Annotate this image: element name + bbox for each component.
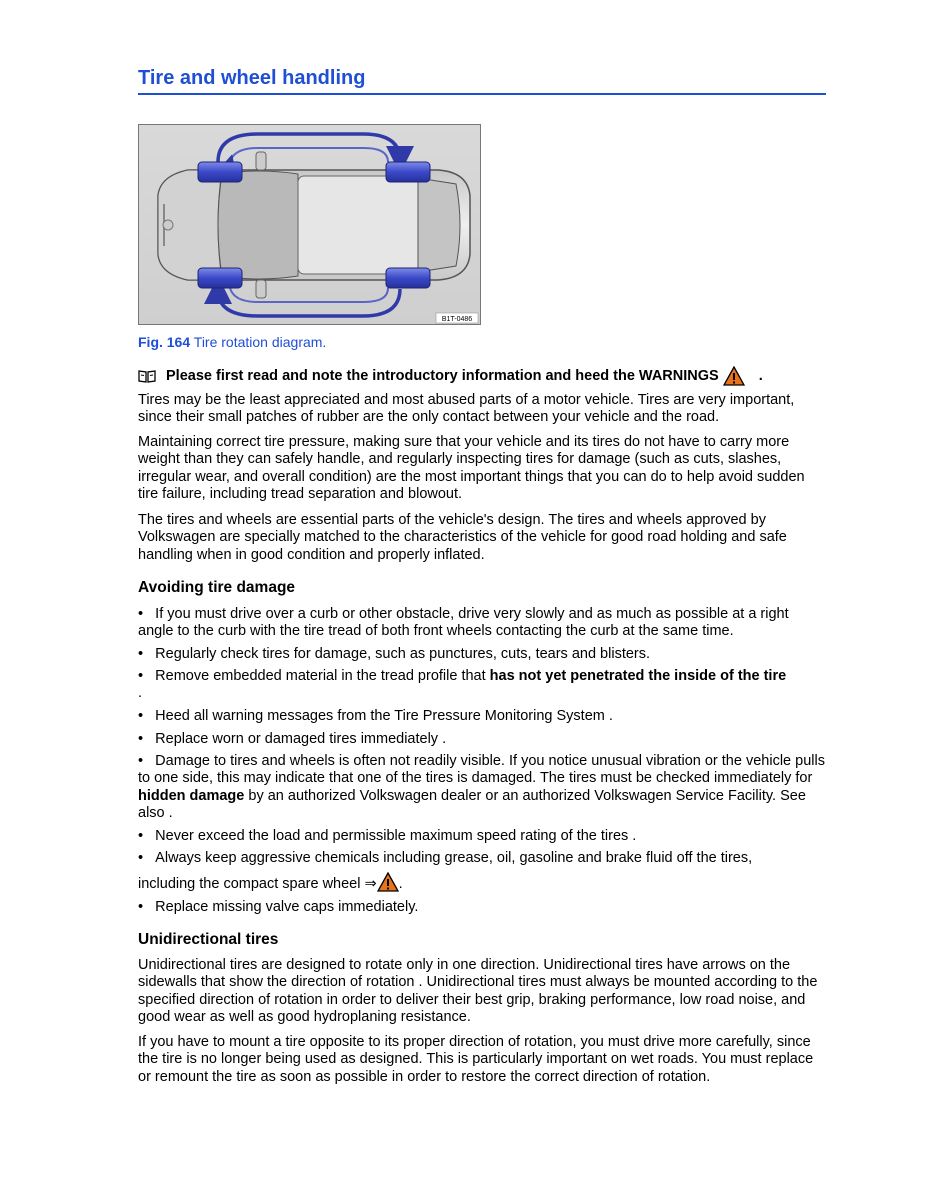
bullet-text: Replace missing valve caps immediately. (155, 899, 419, 915)
paragraph-1 (138, 392, 828, 427)
bullet-text: Replace worn or damaged tires immediately . (155, 731, 447, 747)
bullet-8 (138, 850, 828, 867)
bullet-dot: • (138, 899, 144, 915)
paragraph-unidirectional-1 (138, 957, 828, 1027)
bullet-text-end: by an authorized Volkswagen dealer or an authorized Volkswagen Service Facility. See also . (138, 787, 806, 822)
bullet-text: Always keep aggressive chemicals including grease, oil, gasoline and brake fluid off the tires, (155, 850, 753, 866)
bullet-3 (138, 668, 828, 703)
bullet-dot: • (138, 668, 144, 684)
bullet-1 (138, 606, 828, 641)
bullet-bold-text: hidden damage (138, 787, 245, 804)
bullet-4 (138, 708, 828, 725)
intro-text: Please first read and note the introductory information and heed the WARNINGS (166, 368, 719, 384)
bullet-text: including the compact spare wheel ⇒ (138, 876, 377, 892)
tire-rear-right (386, 268, 430, 288)
figure-caption (138, 334, 326, 350)
intro-suffix: . (758, 368, 763, 384)
bullet-6 (138, 753, 828, 823)
bullet-dot: • (138, 850, 144, 866)
paragraph-text: The tires and wheels are essential parts of the vehicle's design. The tires and wheels approved by Volkswagen are specially matched to the characteristics of the vehicle for good road holding and safe handling when in good condition and properly inflated. (138, 512, 787, 563)
paragraph-2 (138, 434, 828, 504)
warning-icon[interactable] (377, 872, 399, 892)
warning-icon[interactable] (723, 366, 745, 386)
page-title: Tire and wheel handling (138, 67, 826, 95)
tire-front-right (198, 268, 242, 288)
bullet-text: Remove embedded material in the tread profile that (155, 668, 490, 684)
paragraph-text: Maintaining correct tire pressure, making sure that your vehicle and its tires do not have to carry more weight than they can safely handle, and regularly inspecting tires for damage (such as cuts, slashes, irregular wear, and overall condition) are the most important things that you can do to help avoid sudden tire failure, including tread separation and blowout. (138, 434, 805, 503)
paragraph-text: If you have to mount a tire opposite to its proper direction of rotation, you must drive more carefully, since the tire is no longer being used as designed. This is particularly important on wet roads. You must replace or remount the tire as soon as possible in order to restore the correct direction of rotation. (138, 1034, 814, 1085)
bullet-text: Damage to tires and wheels is often not readily visible. If you notice unusual vibration or the vehicle pulls to one side, this may indicate that one of the tires is damaged. The tires must be checked immediately for (138, 753, 825, 787)
bullet-dot: • (138, 708, 144, 724)
figure-code: B1T-0486 (441, 316, 473, 323)
tire-rotation-diagram (138, 124, 481, 325)
intro-note (138, 366, 763, 386)
bullet-dot: • (138, 606, 144, 622)
bullet-text: Never exceed the load and permissible maximum speed rating of the tires . (155, 828, 637, 844)
section-heading-avoiding-damage: Avoiding tire damage (138, 579, 296, 596)
paragraph-text: Unidirectional tires are designed to rotate only in one direction. Unidirectional tires have arrows on the sidewalls that show the direction of rotation . Unidirectional tires must always be mounted according to the specified direction of rotation in order to deliver their best grip, braking performance, low road noise, and good wear as well as good hydroplaning resistance. (138, 957, 818, 1026)
paragraph-3 (138, 512, 828, 564)
bullet-dot: • (138, 646, 144, 662)
paragraph-unidirectional-2 (138, 1034, 828, 1086)
bullet-bold-text: has not yet penetrated the inside of the tire (489, 668, 787, 684)
figure-label: Fig. 164 (138, 334, 191, 350)
tire-front-left (198, 162, 242, 182)
bullet-text: Heed all warning messages from the Tire Pressure Monitoring System . (155, 708, 613, 724)
bullet-2 (138, 646, 828, 663)
bullet-text: Regularly check tires for damage, such as punctures, cuts, tears and blisters. (155, 646, 651, 662)
bullet-8-continued (138, 872, 828, 893)
paragraph-text: Tires may be the least appreciated and most abused parts of a motor vehicle. Tires are very important, since their small patches of rubber are the only contact between your vehicle and the road. (138, 392, 795, 426)
bullet-dot: • (138, 731, 144, 747)
bullet-text: If you must drive over a curb or other obstacle, drive very slowly and as much as possible at a right angle to the curb with the tire tread of both front wheels contacting the curb at the same time. (138, 606, 789, 640)
bullet-text-end: . (398, 876, 403, 892)
bullet-text-end: . (138, 685, 143, 702)
bullet-dot: • (138, 753, 144, 769)
section-heading-unidirectional: Unidirectional tires (138, 931, 279, 948)
bullet-7 (138, 828, 828, 845)
bullet-9 (138, 899, 828, 916)
book-icon (138, 369, 158, 383)
figure-caption-text: Tire rotation diagram. (193, 334, 327, 350)
tire-rear-left (386, 162, 430, 182)
bullet-5 (138, 731, 828, 748)
bullet-dot: • (138, 828, 144, 844)
tire-rotation-figure (138, 124, 481, 325)
